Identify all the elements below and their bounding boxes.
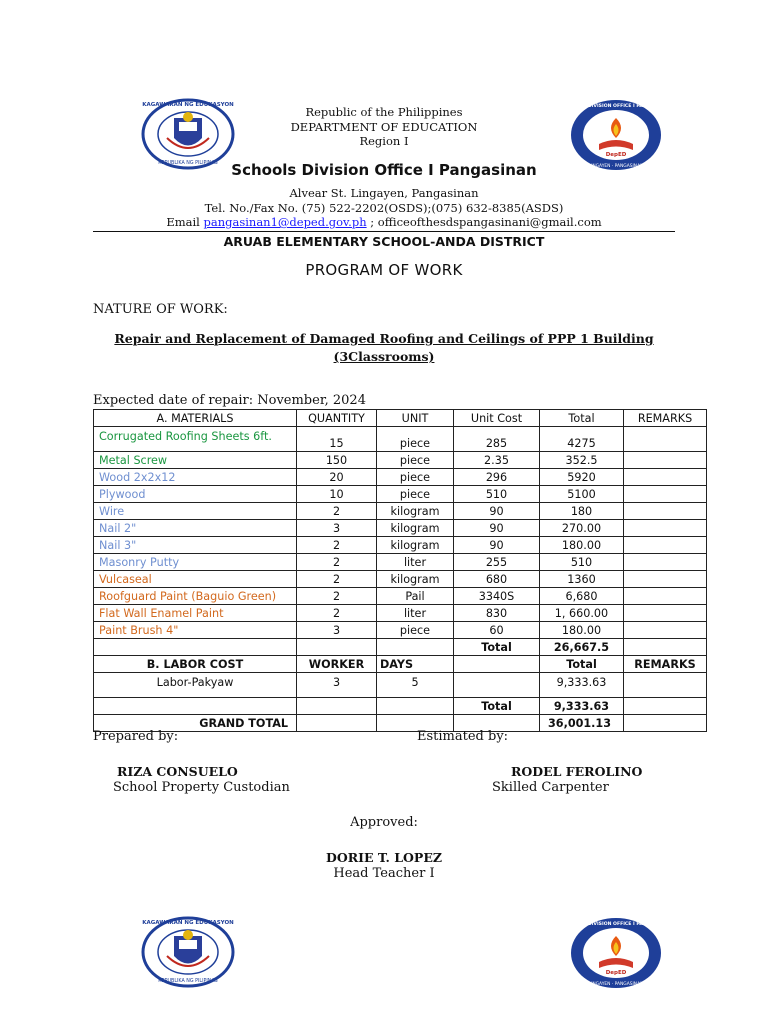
material-unit: liter (377, 554, 454, 571)
material-cost: 830 (454, 605, 540, 622)
material-remarks (624, 469, 707, 486)
material-remarks (624, 452, 707, 469)
material-name: Metal Screw (94, 452, 297, 469)
material-qty: 10 (297, 486, 377, 503)
materials-header: A. MATERIALS (94, 410, 297, 427)
email-link[interactable]: pangasinan1@deped.gov.ph (203, 215, 367, 229)
material-name: Corrugated Roofing Sheets 6ft. (94, 427, 297, 452)
material-qty: 2 (297, 537, 377, 554)
material-unit: kilogram (377, 503, 454, 520)
approved-label: Approved: (350, 815, 418, 830)
material-name: Nail 3" (94, 537, 297, 554)
material-unit: piece (377, 486, 454, 503)
approver-title: Head Teacher I (333, 866, 435, 881)
material-name: Wire (94, 503, 297, 520)
labor-days: 5 (377, 673, 454, 698)
estimated-by-label: Estimated by: (417, 729, 509, 744)
material-qty: 3 (297, 520, 377, 537)
email-line: Email pangasinan1@deped.gov.ph ; officeofthesdspangasinani@gmail.com (166, 215, 602, 229)
svg-text:DepED: DepED (605, 970, 627, 976)
material-cost: 2.35 (454, 452, 540, 469)
material-remarks (624, 554, 707, 571)
table-row (94, 605, 707, 622)
total-header: Total (540, 410, 624, 427)
material-name: Plywood (94, 486, 297, 503)
table-row (94, 588, 707, 605)
svg-text:REPUBLIKA NG PILIPINAS: REPUBLIKA NG PILIPINAS (158, 161, 218, 166)
approver-name: DORIE T. LOPEZ (326, 850, 442, 865)
material-total: 1360 (540, 571, 624, 588)
labor-empty-header (454, 656, 540, 673)
table-row (94, 427, 707, 452)
grand-total-label: GRAND TOTAL (94, 715, 297, 732)
svg-text:SCHOOLS DIVISION OFFICE I PANG: SCHOOLS DIVISION OFFICE I PANGASINAN (561, 922, 671, 927)
material-cost: 3340S (454, 588, 540, 605)
material-total: 270.00 (540, 520, 624, 537)
labor-header-row (94, 656, 707, 673)
material-total: 5100 (540, 486, 624, 503)
department-line: DEPARTMENT OF EDUCATION (290, 119, 478, 134)
material-total: 352.5 (540, 452, 624, 469)
material-unit: liter (377, 605, 454, 622)
preparer-name: RIZA CONSUELO (117, 764, 238, 779)
material-cost: 90 (454, 537, 540, 554)
table-row (94, 571, 707, 588)
work-line-1: Repair and Replacement of Damaged Roofing and Ceilings of PPP 1 Building (114, 331, 654, 346)
materials-header-row (94, 410, 707, 427)
material-unit: piece (377, 622, 454, 639)
material-unit: kilogram (377, 520, 454, 537)
material-cost: 285 (454, 427, 540, 452)
material-qty: 2 (297, 605, 377, 622)
labor-total-header: Total (540, 656, 624, 673)
material-qty: 150 (297, 452, 377, 469)
material-cost: 90 (454, 503, 540, 520)
labor-item: Labor-Pakyaw (94, 673, 297, 698)
expected-date: Expected date of repair: November, 2024 (93, 393, 366, 408)
material-unit: piece (377, 427, 454, 452)
svg-text:SCHOOLS DIVISION OFFICE I PANG: SCHOOLS DIVISION OFFICE I PANGASINAN (561, 104, 671, 109)
material-cost: 60 (454, 622, 540, 639)
material-name: Vulcaseal (94, 571, 297, 588)
material-remarks (624, 520, 707, 537)
sdo-seal-bottom (561, 916, 671, 990)
svg-text:DepED: DepED (605, 152, 627, 158)
material-unit: kilogram (377, 571, 454, 588)
material-qty: 15 (297, 427, 377, 452)
svg-text:KAGAWARAN NG EDUKASYON: KAGAWARAN NG EDUKASYON (142, 920, 234, 926)
deped-seal-top (141, 98, 235, 170)
nature-label: NATURE OF WORK: (93, 302, 228, 317)
material-qty: 2 (297, 554, 377, 571)
material-total: 510 (540, 554, 624, 571)
material-total: 180.00 (540, 622, 624, 639)
material-total: 5920 (540, 469, 624, 486)
unit-header: UNIT (377, 410, 454, 427)
region-line: Region I (359, 134, 409, 148)
table-row (94, 469, 707, 486)
material-unit: piece (377, 452, 454, 469)
material-total: 4275 (540, 427, 624, 452)
estimator-name: RODEL FEROLINO (511, 764, 643, 779)
grand-total-value: 36,001.13 (540, 715, 624, 732)
material-remarks (624, 503, 707, 520)
material-total: 180.00 (540, 537, 624, 554)
labor-remarks-header: REMARKS (624, 656, 707, 673)
material-cost: 296 (454, 469, 540, 486)
days-header: DAYS (377, 656, 454, 673)
material-qty: 3 (297, 622, 377, 639)
material-cost: 90 (454, 520, 540, 537)
labor-total-label: Total (454, 698, 540, 715)
materials-total-value: 26,667.5 (540, 639, 624, 656)
table-row (94, 622, 707, 639)
table-row (94, 673, 707, 698)
material-qty: 2 (297, 571, 377, 588)
page-title: PROGRAM OF WORK (305, 261, 463, 279)
labor-total-row (94, 698, 707, 715)
material-qty: 20 (297, 469, 377, 486)
material-remarks (624, 571, 707, 588)
material-cost: 510 (454, 486, 540, 503)
table-row (94, 486, 707, 503)
estimator-title: Skilled Carpenter (492, 780, 609, 795)
labor-worker: 3 (297, 673, 377, 698)
address-line: Alvear St. Lingayen, Pangasinan (289, 186, 479, 200)
materials-total-label: Total (454, 639, 540, 656)
material-unit: Pail (377, 588, 454, 605)
material-total: 1, 660.00 (540, 605, 624, 622)
material-unit: piece (377, 469, 454, 486)
grand-total-row (94, 715, 707, 732)
labor-header: B. LABOR COST (94, 656, 297, 673)
material-remarks (624, 605, 707, 622)
material-remarks (624, 622, 707, 639)
material-total: 180 (540, 503, 624, 520)
program-of-work-table (93, 409, 707, 732)
svg-text:KAGAWARAN NG EDUKASYON: KAGAWARAN NG EDUKASYON (142, 102, 234, 108)
table-row (94, 452, 707, 469)
svg-text:LINGAYEN · PANGASINAN: LINGAYEN · PANGASINAN (588, 982, 644, 987)
header-divider (93, 231, 675, 232)
material-remarks (624, 486, 707, 503)
material-remarks (624, 588, 707, 605)
material-name: Masonry Putty (94, 554, 297, 571)
table-row (94, 520, 707, 537)
material-qty: 2 (297, 503, 377, 520)
labor-total: 9,333.63 (540, 673, 624, 698)
material-name: Wood 2x2x12 (94, 469, 297, 486)
materials-total-row (94, 639, 707, 656)
quantity-header: QUANTITY (297, 410, 377, 427)
material-cost: 255 (454, 554, 540, 571)
school-name: ARUAB ELEMENTARY SCHOOL-ANDA DISTRICT (223, 234, 545, 249)
office-name: Schools Division Office I Pangasinan (231, 161, 537, 179)
work-line-2: (3Classrooms) (333, 349, 435, 364)
material-name: Roofguard Paint (Baguio Green) (94, 588, 297, 605)
material-name: Nail 2" (94, 520, 297, 537)
material-unit: kilogram (377, 537, 454, 554)
republic-line: Republic of the Philippines (305, 105, 463, 119)
material-total: 6,680 (540, 588, 624, 605)
worker-header: WORKER (297, 656, 377, 673)
labor-total-value: 9,333.63 (540, 698, 624, 715)
remarks-header: REMARKS (624, 410, 707, 427)
material-remarks (624, 537, 707, 554)
table-row (94, 537, 707, 554)
material-name: Flat Wall Enamel Paint (94, 605, 297, 622)
table-row (94, 554, 707, 571)
material-cost: 680 (454, 571, 540, 588)
svg-text:LINGAYEN · PANGASINAN: LINGAYEN · PANGASINAN (588, 164, 644, 169)
preparer-title: School Property Custodian (113, 780, 290, 795)
material-qty: 2 (297, 588, 377, 605)
table-row (94, 503, 707, 520)
material-remarks (624, 427, 707, 452)
tel-line: Tel. No./Fax No. (75) 522-2202(OSDS);(075) 632-8385(ASDS) (204, 200, 564, 215)
prepared-by-label: Prepared by: (93, 729, 179, 744)
material-name: Paint Brush 4" (94, 622, 297, 639)
deped-seal-bottom (141, 916, 235, 988)
svg-text:REPUBLIKA NG PILIPINAS: REPUBLIKA NG PILIPINAS (158, 979, 218, 984)
unit-cost-header: Unit Cost (454, 410, 540, 427)
